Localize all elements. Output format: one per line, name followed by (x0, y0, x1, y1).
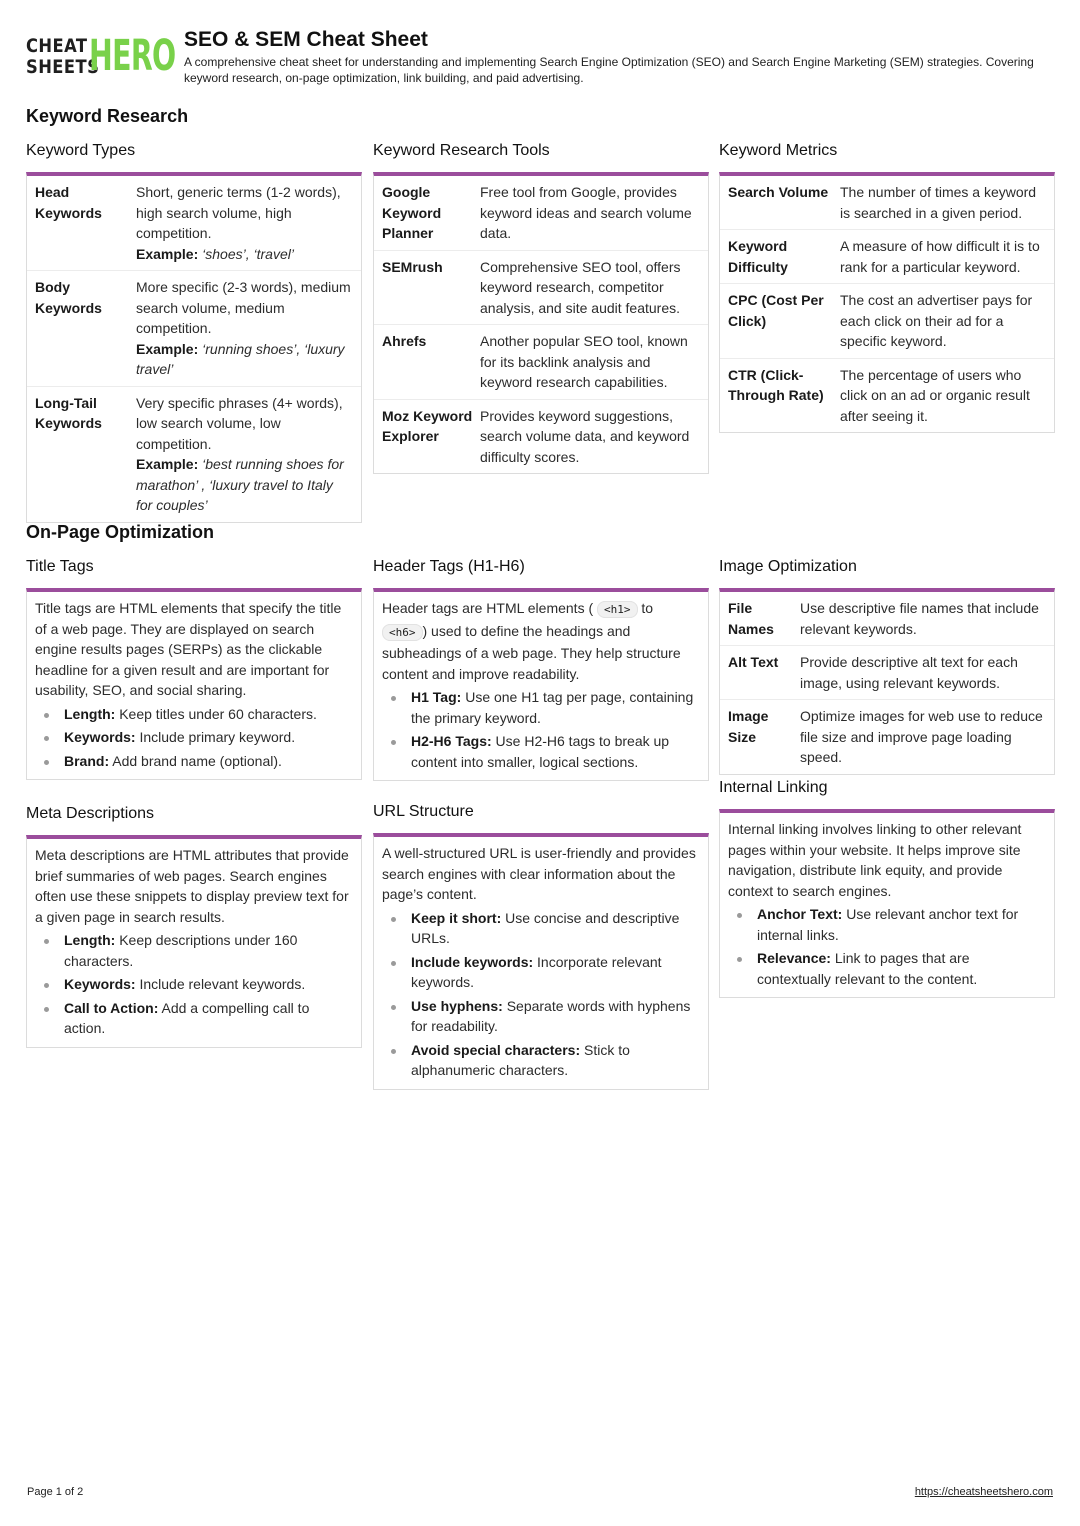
card-header-tags (373, 557, 709, 781)
bullet-text: Add brand name (optional). (112, 752, 282, 769)
logo-word-cheat: CHEAT (26, 35, 88, 57)
table-row (720, 230, 1054, 284)
row-definition (136, 277, 353, 380)
card-intro: Internal linking involves linking to other relevant pages within your website. It helps improve site navigation, distribute link equity, and provide context to search engines. (728, 821, 1022, 899)
row-term: CTR (Click-Through Rate) (728, 366, 824, 403)
list-item (64, 974, 353, 995)
site-link[interactable]: https://cheatsheetshero.com (914, 1486, 1053, 1498)
bullet-label: Keywords: (64, 976, 136, 992)
bullet-text: Include primary keyword. (139, 729, 296, 745)
list-item (64, 930, 353, 971)
list-item (64, 727, 353, 748)
row-term: SEMrush (382, 258, 443, 275)
card-body (373, 833, 709, 1090)
bullet-text: Use one H1 tag per page, containing the primary keyword. (411, 689, 694, 726)
card-body (373, 172, 709, 474)
row-definition: The number of times a keyword is searched in a given period. (840, 184, 1037, 221)
card-intro: Meta descriptions are HTML attributes that provide brief summaries of web pages. Search engines often use these snippets to display preview text for a given page in search results. (35, 847, 349, 925)
bullet-label: Length: (64, 705, 116, 722)
bullet-text: Add a compelling call to action. (64, 999, 310, 1036)
bullet-text: Use H2-H6 tags to break up content into smaller, logical sections. (411, 733, 670, 770)
card-body (719, 172, 1055, 433)
card-title: Internal Linking (719, 779, 828, 796)
table-row (374, 400, 708, 474)
list-item (64, 751, 353, 772)
card-title: Image Optimization (719, 558, 857, 575)
example-value: ‘shoes’, ‘travel’ (202, 245, 294, 262)
example-value: ‘running shoes’, ‘luxury travel’ (136, 340, 345, 377)
row-term: Moz Keyword Explorer (382, 407, 473, 444)
list-item (411, 687, 700, 728)
card-intro (382, 598, 700, 684)
table-row (374, 251, 708, 326)
bullet-label: Length: (64, 932, 116, 948)
table-row (374, 176, 708, 251)
list-item (411, 731, 700, 772)
page-header (26, 28, 1056, 98)
card-title: Keyword Types (26, 142, 136, 159)
table-row (720, 359, 1054, 433)
card-title: Title Tags (26, 558, 94, 575)
row-definition: The cost an advertiser pays for each click on their ad for a specific keyword. (840, 292, 1033, 349)
card-url-structure (373, 802, 709, 1090)
bullet-list (382, 908, 700, 1081)
row-term: Ahrefs (382, 333, 427, 349)
bullet-text: Use concise and descriptive URLs. (411, 909, 680, 946)
row-term: Body Keywords (35, 279, 102, 316)
card-body (26, 835, 362, 1048)
row-term: Head Keywords (35, 184, 102, 221)
table-row (27, 271, 361, 387)
bullet-label: Anchor Text: (757, 906, 843, 922)
card-body (26, 172, 362, 523)
bullet-label: H1 Tag: (411, 689, 462, 705)
cheatsheetshero-logo[interactable] (26, 31, 176, 82)
page-description: A comprehensive cheat sheet for understanding and implementing Search Engine Optimization (SEO) and Search Engine Marketing (SEM) strategies. Covering keyword research, on-page optimization, link building, and paid advertising. (184, 55, 1034, 85)
row-definition: A measure of how difficult it is to rank for a particular keyword. (840, 238, 1040, 275)
definition-text: More specific (2-3 words), medium search volume, medium competition. (136, 279, 351, 336)
row-definition: Free tool from Google, provides keyword ideas and search volume data. (480, 184, 692, 241)
intro-text: Header tags are HTML elements ( (382, 600, 594, 616)
row-definition: Another popular SEO tool, known for its backlink analysis and keyword research capabilities. (480, 333, 688, 390)
intro-text: ) used to define the headings and subheadings of a web page. They help structure content and improve readability. (382, 622, 681, 682)
card-title-tags (26, 557, 362, 780)
bullet-label: Relevance: (757, 950, 831, 966)
bullet-text: Link to pages that are contextually relevant to the content. (757, 950, 978, 987)
card-intro: A well-structured URL is user-friendly and provides search engines with clear information about the page’s content. (382, 845, 696, 902)
code-h6: <h6> (382, 624, 423, 641)
page-title: SEO & SEM Cheat Sheet (184, 28, 428, 51)
example-label: Example: (136, 340, 199, 357)
card-title: URL Structure (373, 803, 474, 820)
table-row (720, 176, 1054, 230)
table-row (720, 284, 1054, 359)
row-term: Image Size (728, 708, 769, 745)
row-term: Search Volume (728, 184, 829, 200)
example-label: Example: (136, 245, 199, 262)
row-term: Keyword Difficulty (728, 238, 788, 275)
table-row (720, 592, 1054, 646)
bullet-text: Separate words with hyphens for readability. (411, 997, 691, 1034)
bullet-list (382, 687, 700, 772)
card-image-optimization (719, 557, 1055, 775)
card-body (719, 809, 1055, 998)
table-row (720, 700, 1054, 774)
table-row (27, 387, 361, 522)
card-keyword-metrics (719, 141, 1055, 433)
card-body (719, 588, 1055, 775)
card-title: Meta Descriptions (26, 805, 155, 822)
row-term: File Names (728, 600, 774, 637)
intro-text: to (641, 600, 654, 616)
bullet-label: Use hyphens: (411, 997, 503, 1014)
table-row (27, 176, 361, 271)
card-body (26, 588, 362, 780)
card-intro: Title tags are HTML elements that specify the title of a web page. They are displayed on search engine results pages (SERPs) as the clickable headline for a given result and are important for usability, SEO, and social sharing. (35, 600, 342, 698)
list-item (411, 908, 700, 949)
row-definition (136, 393, 353, 516)
section-title-on-page-optimization: On-Page Optimization (26, 522, 215, 542)
row-term: Alt Text (728, 654, 779, 670)
card-title: Keyword Research Tools (373, 142, 550, 159)
bullet-label: Keep it short: (411, 909, 502, 926)
row-term: CPC (Cost Per Click) (728, 292, 824, 329)
card-meta-descriptions (26, 804, 362, 1048)
bullet-label: Avoid special characters: (411, 1041, 581, 1058)
card-internal-linking (719, 778, 1055, 998)
row-definition: Use descriptive file names that include relevant keywords. (800, 600, 1039, 637)
list-item (64, 998, 353, 1039)
card-keyword-types (26, 141, 362, 523)
bullet-list (728, 904, 1046, 989)
example-label: Example: (136, 456, 199, 472)
bullet-label: Brand: (64, 752, 110, 769)
bullet-label: Include keywords: (411, 953, 534, 970)
row-definition: Optimize images for web use to reduce file size and improve page loading speed. (800, 708, 1043, 765)
row-term: Google Keyword Planner (382, 184, 442, 241)
list-item (411, 952, 700, 993)
bullet-label: H2-H6 Tags: (411, 733, 492, 749)
card-keyword-research-tools (373, 141, 709, 474)
logo-word-hero: HERO (89, 31, 176, 81)
bullet-label: Call to Action: (64, 999, 159, 1016)
list-item (411, 996, 700, 1037)
row-definition: Provide descriptive alt text for each image, using relevant keywords. (800, 654, 1018, 691)
bullet-text: Include relevant keywords. (139, 976, 306, 992)
table-row (720, 646, 1054, 700)
list-item (757, 904, 1046, 945)
bullet-list (35, 930, 353, 1039)
definition-text: Very specific phrases (4+ words), low search volume, low competition. (136, 394, 343, 452)
card-title: Header Tags (H1-H6) (373, 558, 525, 575)
bullet-label: Keywords: (64, 729, 136, 745)
bullet-list (35, 704, 353, 772)
bullet-text: Incorporate relevant keywords. (411, 953, 662, 990)
row-definition (136, 182, 353, 264)
card-body (373, 588, 709, 781)
section-title-keyword-research: Keyword Research (26, 106, 189, 126)
row-definition: The percentage of users who click on an ad or organic result after seeing it. (840, 366, 1030, 424)
list-item (757, 948, 1046, 989)
list-item (411, 1040, 700, 1081)
logo-word-sheets: SHEETS (26, 56, 100, 78)
bullet-text: Keep titles under 60 characters. (119, 705, 317, 722)
table-row (374, 325, 708, 400)
bullet-text: Use relevant anchor text for internal links. (757, 906, 1019, 943)
definition-text: Short, generic terms (1-2 words), high search volume, high competition. (136, 184, 341, 241)
bullet-text: Keep descriptions under 160 characters. (64, 932, 298, 969)
row-definition: Provides keyword suggestions, search volume data, and keyword difficulty scores. (480, 407, 690, 465)
page-number: Page 1 of 2 (27, 1486, 84, 1498)
row-definition: Comprehensive SEO tool, offers keyword research, competitor analysis, and site audit features. (480, 258, 681, 316)
list-item (64, 704, 353, 725)
row-term: Long-Tail Keywords (35, 394, 102, 431)
example-value: ‘best running shoes for marathon’ , ‘luxury travel to Italy for couples’ (136, 456, 344, 513)
card-title: Keyword Metrics (719, 142, 838, 159)
bullet-text: Stick to alphanumeric characters. (411, 1041, 630, 1078)
code-h1: <h1> (597, 601, 638, 618)
